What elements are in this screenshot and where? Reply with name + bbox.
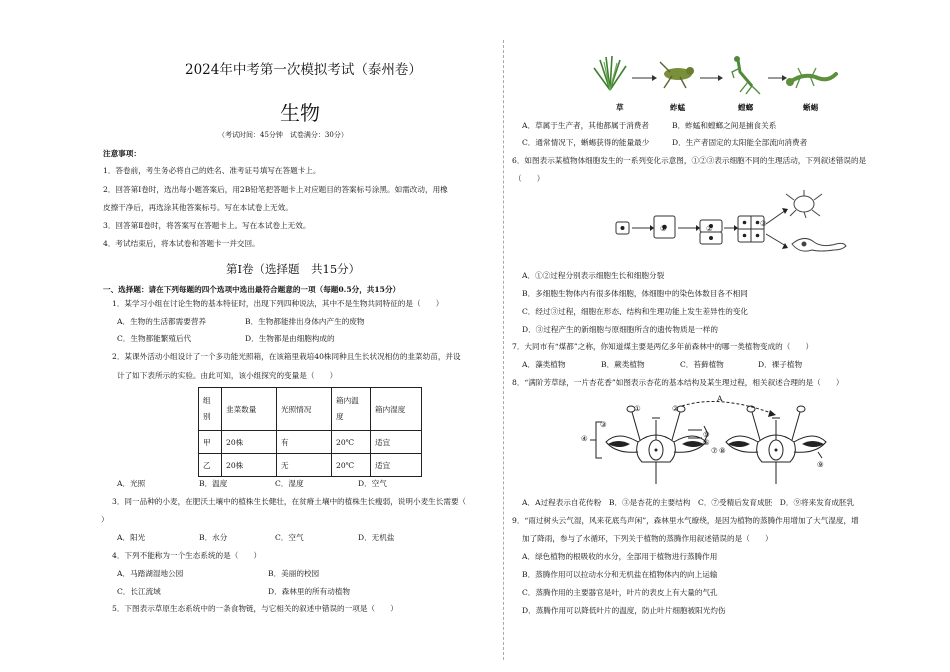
- q6-option-d: D．③过程产生的新细胞与原细胞所含的遗传物质是一样的: [522, 325, 718, 334]
- q3-option-b: B．水分: [199, 533, 228, 542]
- q3-stem-end: ）: [101, 515, 109, 524]
- q1-option-c: C．生物都能繁殖后代: [117, 334, 192, 343]
- table-row: [199, 431, 422, 454]
- q2-option-a: A．光照: [117, 479, 146, 488]
- q4-option-c: C．长江流域: [117, 587, 161, 596]
- table-cell: 适宜: [371, 454, 422, 477]
- process-label-3: ③: [760, 219, 767, 228]
- process-label-2: ②: [706, 224, 713, 233]
- grass-icon: [594, 56, 626, 90]
- food-chain-figure: [590, 52, 840, 102]
- part1-title: 第Ⅰ卷（选择题 共15分）: [226, 262, 361, 276]
- fig-label-1: ①: [634, 404, 641, 413]
- q7-option-c: C．苔藓植物: [680, 360, 724, 369]
- fig-label-9: ⑨: [817, 460, 824, 469]
- note-item: 1．答卷前，考生务必将自己的姓名、准考证号填写在答题卡上。: [103, 166, 321, 175]
- subject-title: 生物: [280, 101, 320, 125]
- table-cell: 乙: [199, 454, 222, 477]
- q6-option-b: B．多细胞生物体内有很多体细胞，体细胞中的染色体数目各不相同: [522, 289, 748, 298]
- fig-label-8: ⑧: [719, 446, 726, 455]
- q9-option-a: A．绿色植物的根吸收的水分，全部用于植物进行蒸腾作用: [522, 552, 718, 561]
- q1-option-b: B．生物都能排出身体内产生的废物: [245, 317, 365, 326]
- chain-label-grass: 草: [616, 103, 624, 112]
- variable-table: [198, 387, 422, 477]
- fig-label-5: ⑤: [703, 430, 710, 439]
- grasshopper-icon: [660, 62, 694, 88]
- q8-options: A．A过程表示自花传粉 B．③是杏花的主要结构 C．⑦受精后发育成胚 D．⑨将来发育成胚乳: [522, 498, 855, 507]
- q5-option-b: B．蚱蜢和螳螂之间是捕食关系: [672, 121, 777, 130]
- q5-stem: 5．下图表示草原生态系统中的一条食物链，与它相关的叙述中错误的一项是（ ）: [112, 604, 398, 613]
- fig-label-4: ④: [581, 434, 588, 443]
- q7-stem: 7．大同市有“煤都”之称，你知道煤主要是两亿多年前森林中的哪一类植物变成的（ ）: [512, 342, 814, 351]
- chain-label-grasshopper: 蚱蜢: [670, 103, 686, 112]
- q2-option-c: C．湿度: [275, 479, 304, 488]
- table-cell: 有: [277, 431, 332, 454]
- q9-option-b: B．蒸腾作用可以拉动水分和无机盐在植物体内的向上运输: [522, 570, 718, 579]
- cell-change-figure: [610, 188, 855, 260]
- note-item: 4．考试结束后，将本试卷和答题卡一并交回。: [103, 239, 260, 248]
- table-cell: 无: [277, 454, 332, 477]
- page-divider: [503, 40, 504, 660]
- q7-option-b: B．蕨类植物: [601, 360, 645, 369]
- q6-option-c: C．经过③过程，细胞在形态、结构和生理功能上发生差异性的变化: [522, 307, 749, 316]
- q2-option-d: D．空气: [358, 479, 387, 488]
- q3-option-d: D．无机盐: [358, 533, 395, 542]
- fig-label-3: ③: [600, 420, 607, 429]
- chain-label-lizard: 蜥蜴: [803, 103, 819, 112]
- fig-label-7: ⑦: [711, 446, 718, 455]
- exam-title: 2024年中考第一次模拟考试（泰州卷）: [185, 62, 422, 78]
- q6-stem-cont: （ ）: [514, 174, 545, 183]
- q2-stem: 2．某课外活动小组设计了一个多功能光照箱，在该箱里栽培40株同种且生长状况相仿的韭菜幼苗，并设: [112, 352, 461, 361]
- q1-stem: 1．某学习小组在讨论生物的基本特征时，出现下列四种说法，其中不是生物共同特征的是（ ）: [112, 299, 444, 308]
- note-item: 皮擦干净后，再选涂其他答案标号。写在本试卷上无效。: [103, 203, 293, 212]
- table-header-cell: 箱内湿度: [371, 388, 422, 431]
- table-header-cell: 组别: [199, 388, 222, 431]
- time-info: （考试时间：45分钟 试卷满分：30分）: [218, 131, 348, 139]
- note-item: 2．回答第Ⅰ卷时，选出每小题答案后，用2B铅笔把答题卡上对应题目的答案标号涂黑。如需改动，用橡: [103, 185, 448, 194]
- q9-option-c: C．蒸腾作用的主要器官是叶，叶片的表皮上有大量的气孔: [522, 588, 718, 597]
- table-cell: 20株: [222, 454, 277, 477]
- notes-heading: 注意事项：: [103, 149, 141, 158]
- q4-stem: 4．下列不能称为一个生态系统的是（ ）: [112, 551, 262, 560]
- nerve-like-cell-icon: [786, 190, 822, 218]
- table-row: [199, 454, 422, 477]
- q3-option-a: A．阳光: [117, 533, 146, 542]
- lizard-icon: [786, 68, 836, 88]
- table-cell: 甲: [199, 431, 222, 454]
- fig-label-6: ⑥: [703, 438, 710, 447]
- q4-option-a: A．马踏湖湿地公园: [117, 569, 184, 578]
- q9-stem: 9．“雨过树头云气湿，风来花底鸟声闲”，森林里水气缭绕，是因为植物的蒸腾作用增加了大气湿度，增: [512, 516, 859, 525]
- table-header-row: [199, 388, 422, 431]
- q1-option-a: A．生物的生活都需要营养: [117, 317, 207, 326]
- note-item: 3．回答第Ⅱ卷时，将答案写在答题卡上。写在本试卷上无效。: [103, 221, 311, 230]
- q8-stem: 8．“满阶芳草绿，一片杏花香”如图表示杏花的基本结构及某生理过程，相关叙述合理的是（ ）: [512, 378, 844, 387]
- q5-option-c: C．通常情况下，蜥蜴获得的能量最少: [522, 138, 650, 147]
- mantis-icon: [732, 56, 760, 94]
- q7-option-d: D．裸子植物: [758, 360, 803, 369]
- q6-stem: 6．如图表示某植物体细胞发生的一系列变化示意图，①②③表示细胞不同的生理活动，下列叙述错误的是: [512, 156, 867, 165]
- table-cell: 20株: [222, 431, 277, 454]
- q7-option-a: A．藻类植物: [522, 360, 566, 369]
- arrow-icon: [632, 75, 657, 81]
- table-header-cell: 箱内温度: [332, 388, 371, 431]
- q5-option-d: D．生产者固定的太阳能全部流向消费者: [672, 138, 808, 147]
- arrow-icon: [700, 75, 723, 81]
- q3-option-c: C．空气: [275, 533, 304, 542]
- q4-option-b: B．美丽的校园: [268, 569, 320, 578]
- table-cell: 20℃: [332, 454, 371, 477]
- q2-stem-cont: 计了如下表所示的实验。由此可知，该小组探究的变量是（ ）: [117, 371, 338, 380]
- table-header-cell: 光照情况: [277, 388, 332, 431]
- q9-option-d: D．蒸腾作用可以降低叶片的温度，防止叶片细胞被阳光灼伤: [522, 606, 726, 615]
- root-hair-cell-icon: [792, 238, 846, 251]
- table-cell: 适宜: [371, 431, 422, 454]
- part1-instruction: 一、选择题：请在下列每题的四个选项中选出最符合题意的一项（每题0.5分，共15分）: [103, 285, 401, 294]
- arrow-icon: [768, 75, 787, 81]
- fig-label-2: ②: [672, 404, 679, 413]
- table-header-cell: 韭菜数量: [222, 388, 277, 431]
- table-cell: 20℃: [332, 431, 371, 454]
- q6-option-a: A．①②过程分别表示细胞生长和细胞分裂: [522, 271, 665, 280]
- chain-label-mantis: 螳螂: [738, 103, 754, 112]
- process-label-1: ①: [660, 224, 667, 233]
- q1-option-d: D．生物都是由细胞构成的: [245, 334, 335, 343]
- q2-option-b: B．温度: [199, 479, 228, 488]
- q9-stem-cont: 加了降雨，参与了水循环，下列关于植物的蒸腾作用叙述错误的是（ ）: [522, 534, 773, 543]
- fig-label-A: A: [717, 394, 723, 403]
- q3-stem: 3．同一品种的小麦，在肥沃土壤中的植株生长健壮，在贫瘠土壤中的植株生长瘦弱，说明小麦生长需要（: [112, 497, 467, 506]
- q5-option-a: A．草属于生产者，其他都属于消费者: [522, 121, 649, 130]
- q4-option-d: D．森林里的所有动植物: [268, 587, 351, 596]
